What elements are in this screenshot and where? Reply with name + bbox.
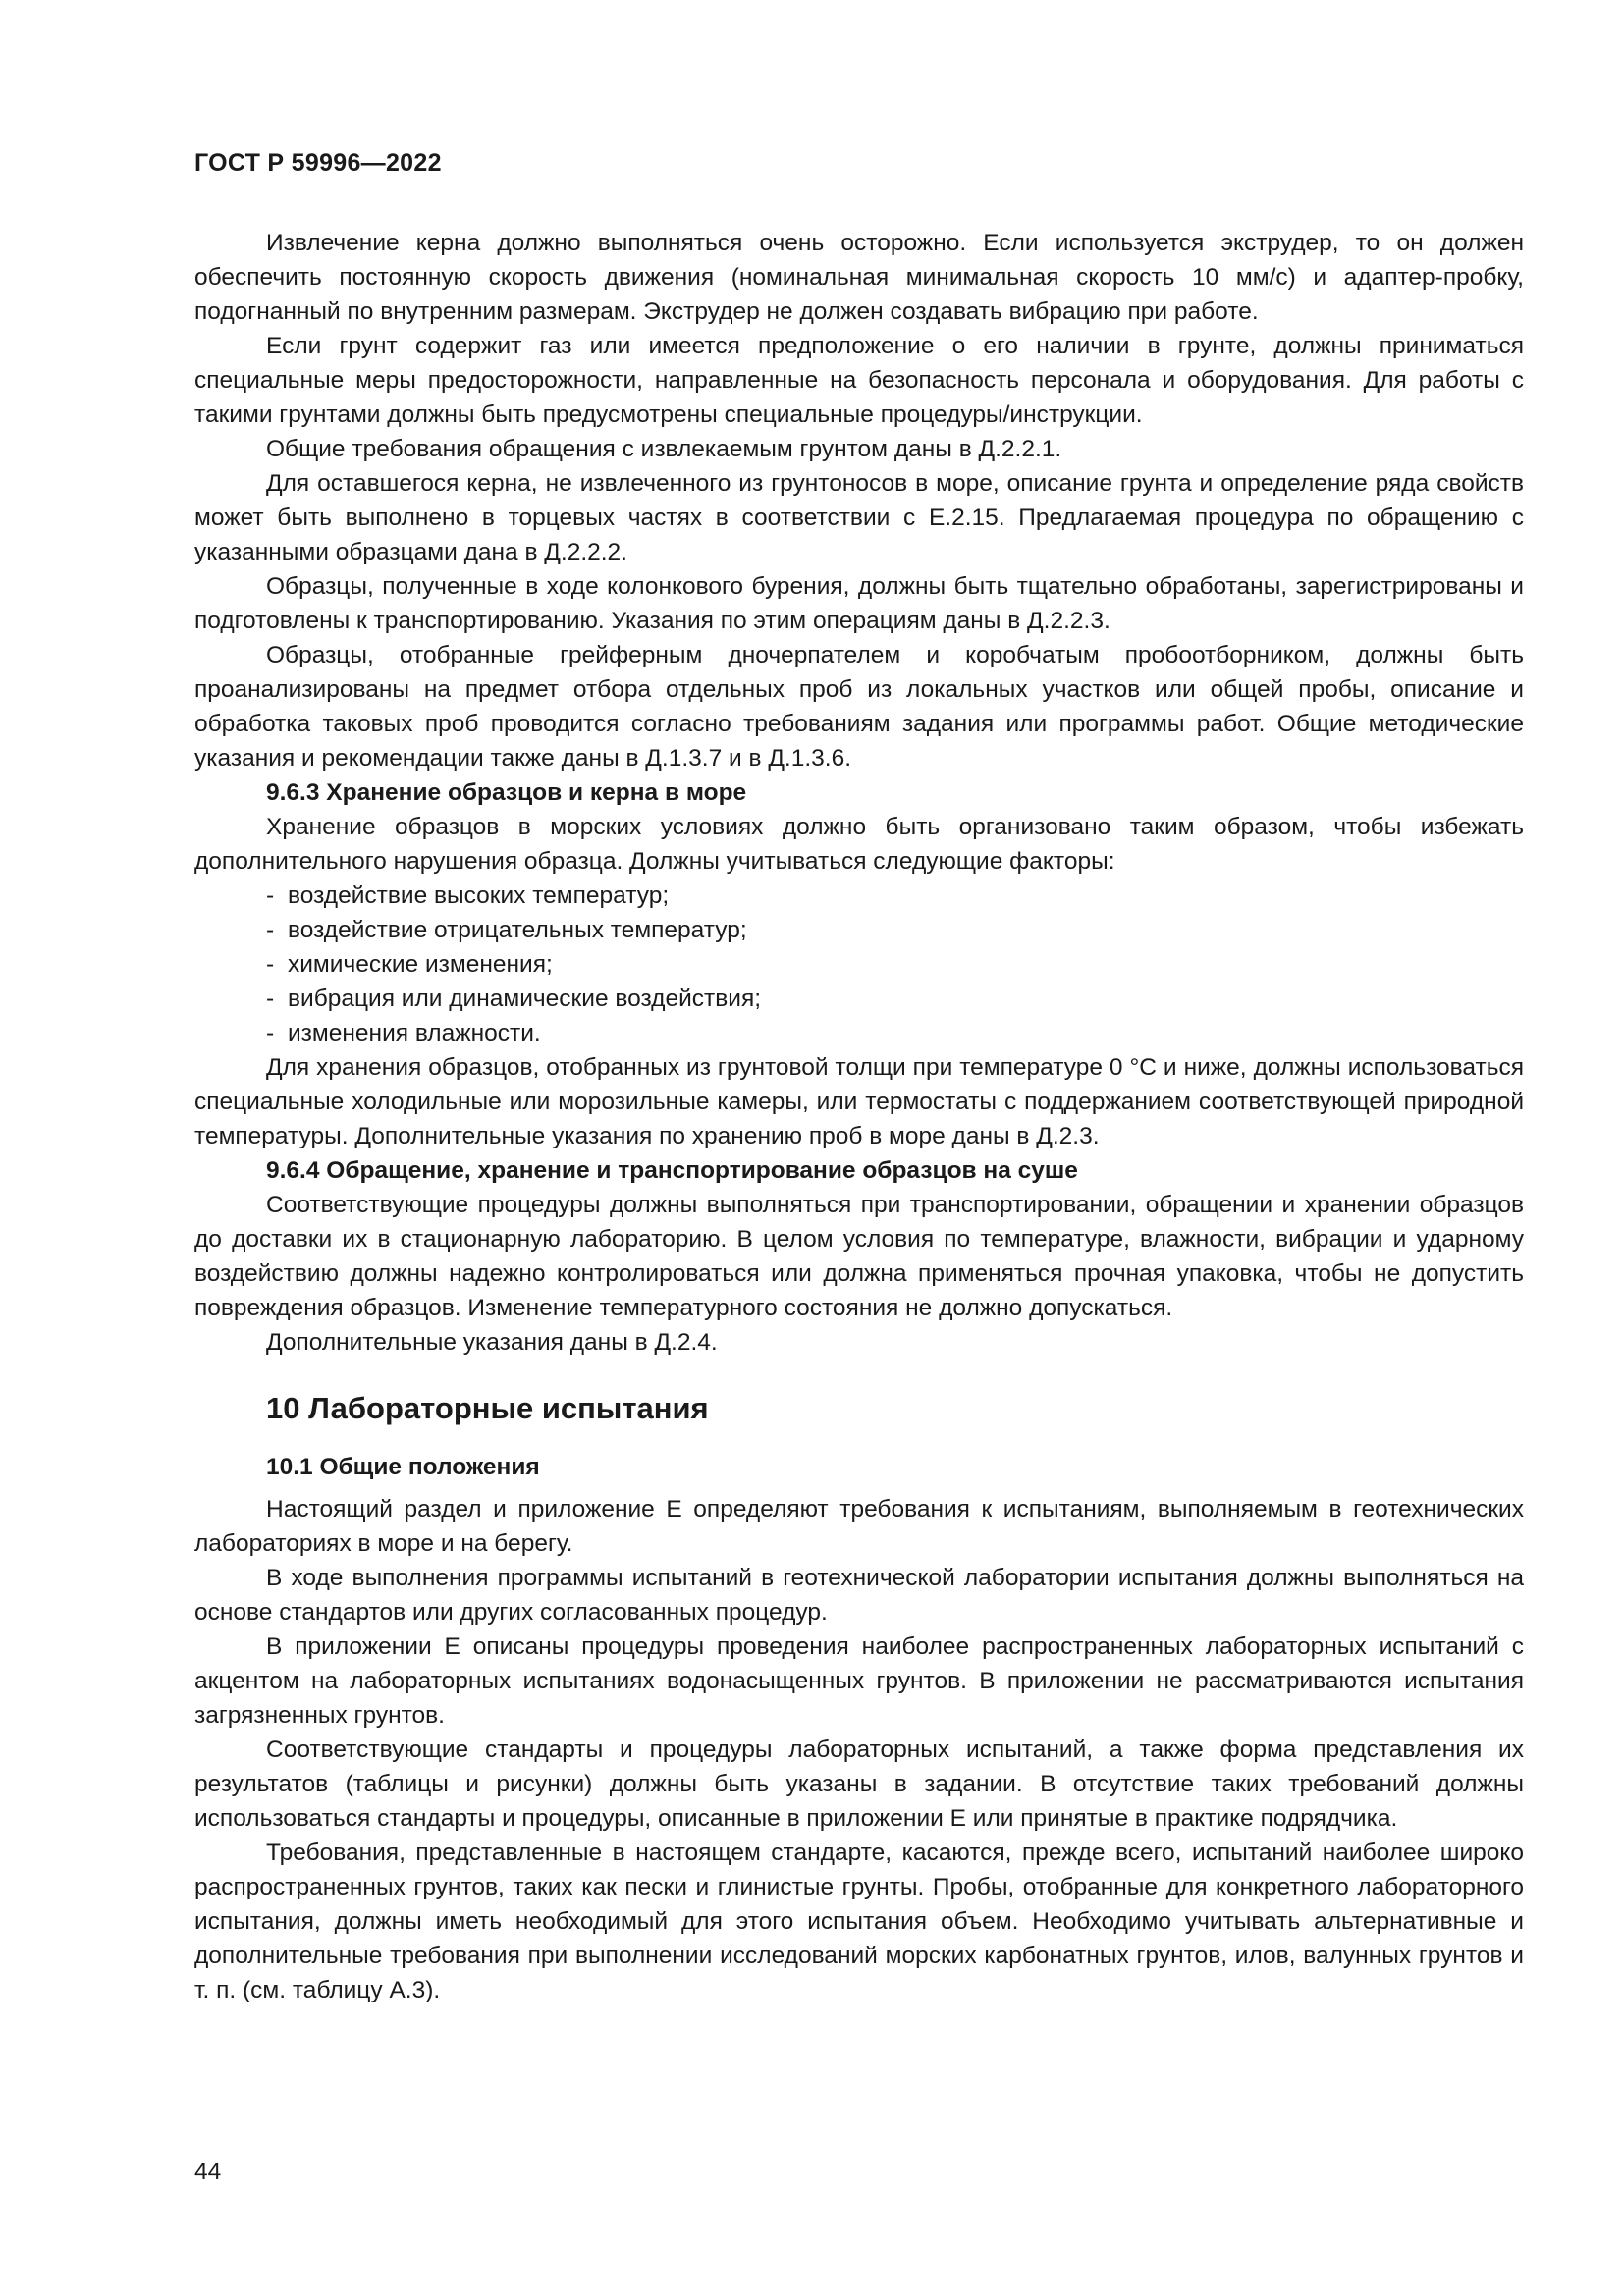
paragraph: Соответствующие стандарты и процедуры лабораторных испытаний, а также форма представления их результатов (таблицы и рисунки) должны быть указаны в задании. В отсутствие таких требований должны использоваться стандарты и процедуры, описанные в приложении Е или принятые в практике подрядчика. (194, 1736, 1524, 1832)
paragraph: Образцы, отобранные грейферным дночерпателем и коробчатым пробоотборником, должны быть проанализированы на предмет отбора отдельных проб из локальных участков или общей пробы, описание и обработка таковых проб проводится согласно требованиям задания или программы работ. Общие методические указания и рекомендации также даны в Д.1.3.7 и в Д.1.3.6. (194, 642, 1524, 772)
page-body (194, 226, 1524, 2007)
paragraph: Для оставшегося керна, не извлеченного из грунтоносов в море, описание грунта и определение ряда свойств может быть выполнено в торцевых частях в соответствии с Е.2.15. Предлагаемая процедура по обращению с указанными образцами дана в Д.2.2.2. (194, 470, 1524, 565)
paragraph: Образцы, полученные в ходе колонкового бурения, должны быть тщательно обработаны, зарегистрированы и подготовлены к транспортированию. Указания по этим операциям даны в Д.2.2.3. (194, 573, 1524, 634)
paragraph: В приложении Е описаны процедуры проведения наиболее распространенных лабораторных испытаний с акцентом на лабораторных испытаниях водонасыщенных грунтов. В приложении не рассматриваются испытания загрязненных грунтов. (194, 1633, 1524, 1729)
section-10-heading: 10 Лабораторные испытания (266, 1391, 709, 1425)
paragraph: Настоящий раздел и приложение Е определяют требования к испытаниям, выполняемым в геотехнических лабораториях в море и на берегу. (194, 1496, 1524, 1557)
paragraph: Общие требования обращения с извлекаемым грунтом даны в Д.2.2.1. (266, 436, 1062, 462)
paragraph: В ходе выполнения программы испытаний в геотехнической лаборатории испытания должны выполняться на основе стандартов или других согласованных процедур. (194, 1565, 1524, 1626)
section-9-6-3-outro: Для хранения образцов, отобранных из грунтовой толщи при температуре 0 °С и ниже, должны использоваться специальные холодильные или морозильные камеры, или термостаты с поддержанием соответствующей природной температуры. Дополнительные указания по хранению проб в море даны в Д.2.3. (194, 1054, 1524, 1149)
storage-factors-list (194, 879, 1524, 1050)
section-9-6-4-heading: 9.6.4 Обращение, хранение и транспортирование образцов на суше (266, 1157, 1078, 1184)
page-number: 44 (194, 2159, 222, 2185)
paragraph: Требования, представленные в настоящем стандарте, касаются, прежде всего, испытаний наиболее широко распространенных грунтов, таких как пески и глинистые грунты. Пробы, отобранные для конкретного лабораторного испытания, должны иметь необходимый для этого испытания объем. Необходимо учитывать альтернативные и дополнительные требования при выполнении исследований морских карбонатных грунтов, илов, валунных грунтов и т. п. (см. таблицу А.3). (194, 1840, 1524, 2003)
section-10-1-heading: 10.1 Общие положения (266, 1454, 540, 1480)
section-9-6-3-intro: Хранение образцов в морских условиях должно быть организовано таким образом, чтобы избежать дополнительного нарушения образца. Должны учитываться следующие факторы: (194, 814, 1524, 875)
paragraph: Соответствующие процедуры должны выполняться при транспортировании, обращении и хранении образцов до доставки их в стационарную лабораторию. В целом условия по температуре, влажности, вибрации и ударному воздействию должны надежно контролироваться или должна применяться прочная упаковка, чтобы не допустить повреждения образцов. Изменение температурного состояния не должно допускаться. (194, 1192, 1524, 1321)
list-item: - изменения влажности. (266, 1016, 1524, 1050)
list-item: - химические изменения; (266, 947, 1524, 982)
list-item: - вибрация или динамические воздействия; (266, 982, 1524, 1016)
section-9-6-3-heading: 9.6.3 Хранение образцов и керна в море (266, 779, 747, 806)
list-item: - воздействие отрицательных температур; (266, 913, 1524, 947)
paragraph: Дополнительные указания даны в Д.2.4. (266, 1329, 718, 1356)
paragraph: Извлечение керна должно выполняться очень осторожно. Если используется экструдер, то он должен обеспечить постоянную скорость движения (номинальная минимальная скорость 10 мм/с) и адаптер-пробку, подогнанный по внутренним размерам. Экструдер не должен создавать вибрацию при работе. (194, 230, 1524, 325)
list-item: - воздействие высоких температур; (266, 879, 1524, 913)
document-code-header: ГОСТ Р 59996—2022 (194, 149, 442, 177)
paragraph: Если грунт содержит газ или имеется предположение о его наличии в грунте, должны приниматься специальные меры предосторожности, направленные на безопасность персонала и оборудования. Для работы с такими грунтами должны быть предусмотрены специальные процедуры/инструкции. (194, 333, 1524, 428)
